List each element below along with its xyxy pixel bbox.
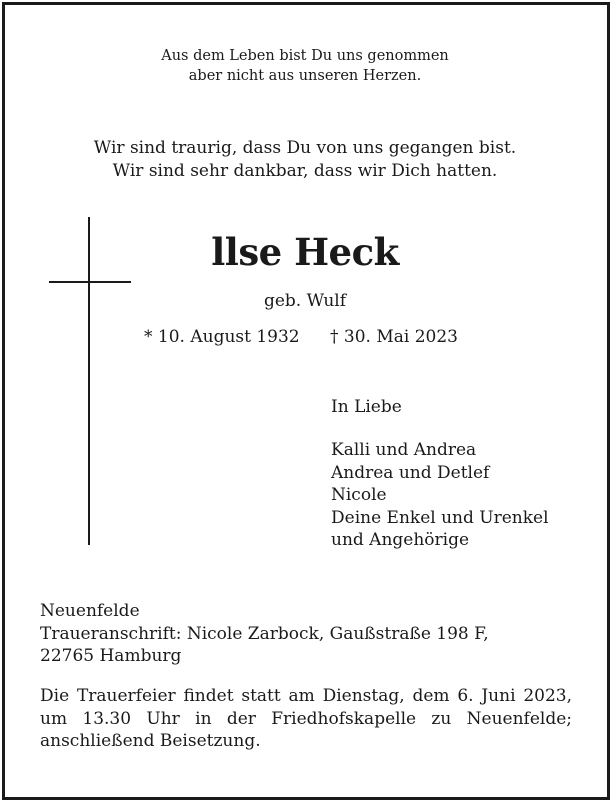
mourners-list <box>331 439 549 552</box>
mourner-name: Kalli und Andrea <box>331 440 477 460</box>
mourner-name: Andrea und Detlef <box>331 462 490 483</box>
mourner-name: und Angehörige <box>331 530 470 550</box>
deceased-name <box>0 230 610 274</box>
motto <box>0 46 610 86</box>
address-block <box>40 600 489 668</box>
notice-border <box>2 2 610 800</box>
death-date <box>330 326 458 348</box>
maiden-name <box>0 290 610 312</box>
motto-line-1: Aus dem Leben bist Du uns genommen <box>161 48 449 64</box>
death-date-text: † 30. Mai 2023 <box>330 327 458 347</box>
birth-date <box>144 326 300 348</box>
cross-icon-horizontal <box>49 281 131 283</box>
motto-line-2: aber nicht aus unseren Herzen. <box>188 68 422 84</box>
mourners-heading <box>331 396 402 419</box>
deceased-name-text: llse Heck <box>211 230 399 274</box>
intro-line-2: Wir sind sehr dankbar, dass wir Dich hatten. <box>112 161 498 181</box>
mourner-name: Nicole <box>331 485 387 505</box>
mourners-heading-text: In Liebe <box>331 397 402 417</box>
address-line-1: Traueranschrift: Nicole Zarbock, Gaußstraße 198 F, <box>40 623 489 644</box>
mourner-name: Deine Enkel und Urenkel <box>331 507 549 528</box>
maiden-name-text: geb. Wulf <box>263 291 347 311</box>
funeral-info <box>40 685 572 753</box>
birth-date-text: * 10. August 1932 <box>144 327 300 347</box>
address-line-2: 22765 Hamburg <box>40 646 182 666</box>
intro-text <box>0 137 610 183</box>
funeral-info-text: Die Trauerfeier findet statt am Dienstag, dem 6. Juni 2023, um 13.30 Uhr in der Friedhofskapelle zu Neuenfelde; anschließend Beisetzung. <box>40 686 572 751</box>
address-place: Neuenfelde <box>40 601 140 621</box>
intro-line-1: Wir sind traurig, dass Du von uns gegangen bist. <box>93 138 517 158</box>
